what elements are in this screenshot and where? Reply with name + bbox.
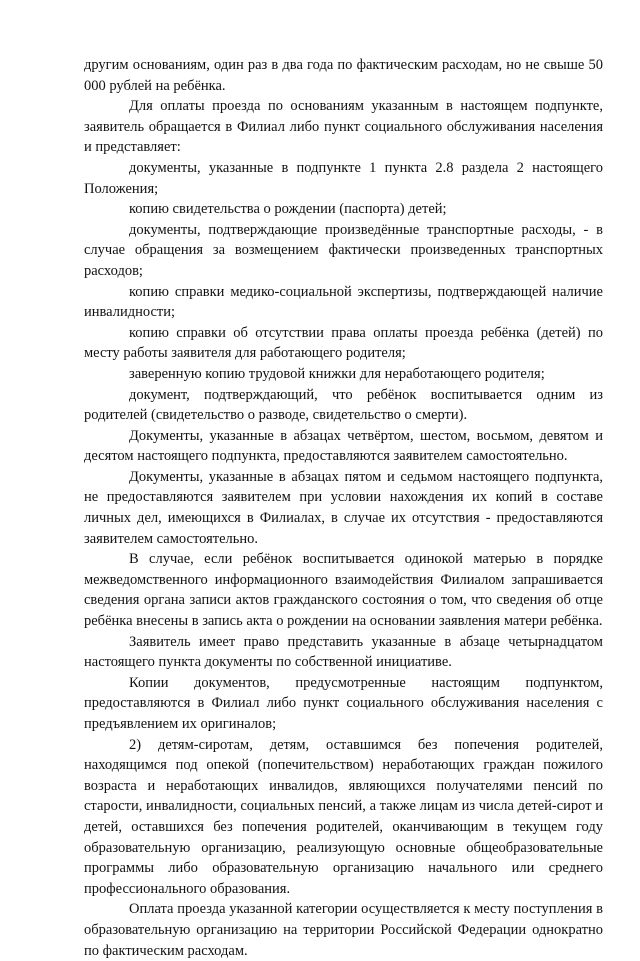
paragraph: Оплата проезда указанной категории осуществляется к месту поступления в образовательную организацию на территории Российской Федерации однократно по фактическим расходам. — [84, 901, 603, 959]
paragraph: заверенную копию трудовой книжки для неработающего родителя; — [129, 365, 545, 382]
paragraph: 2) детям-сиротам, детям, оставшимся без попечения родителей, находящимся под опекой (попечительством) неработающих граждан пожилого возраста и неработающих инвалидов, являющихся получателями пенсий по старости, инвалидности, социальных пенсий, а также лицам из числа детей-сирот и детей, оставшихся без попечения родителей, оканчивающим в текущем году образовательную организацию, реализующую основные общеобразовательные программы либо образовательную организацию начального или среднего профессионального образования. — [84, 736, 603, 897]
paragraph: Копии документов, предусмотренные настоящим подпунктом, предоставляются в Филиал либо пункт социального обслуживания населения с предъявлением их оригиналов; — [84, 674, 603, 732]
paragraph: Заявитель имеет право представить указанные в абзаце четырнадцатом настоящего пункта документы по собственной инициативе. — [84, 633, 603, 671]
paragraph: документ, подтверждающий, что ребёнок воспитывается одним из родителей (свидетельство о разводе, свидетельство о смерти). — [84, 386, 603, 424]
paragraph: В случае, если ребёнок воспитывается одинокой матерью в порядке межведомственного информационного взаимодействия Филиалом запрашивается сведения органа записи актов гражданского состояния о том, что сведения об отце ребёнка внесены в запись акта о рождении на основании заявления матери ребёнка. — [84, 551, 603, 630]
paragraph: копию справки об отсутствии права оплаты проезда ребёнка (детей) по месту работы заявителя для работающего родителя; — [84, 324, 603, 362]
paragraph: документы, указанные в подпункте 1 пункта 2.8 раздела 2 настоящего Положения; — [84, 159, 603, 197]
paragraph: Для оплаты проезда по основаниям указанным в настоящем подпункте, заявитель обращается в Филиал либо пункт социального обслуживания населения и представляет: — [84, 98, 603, 156]
document-page — [84, 55, 603, 961]
paragraph: Документы, указанные в абзацах пятом и седьмом настоящего подпункта, не предоставляются заявителем при условии нахождения их копий в составе личных дел, имеющихся в Филиалах, в случае их отсутствия - предоставляются заявителем самостоятельно. — [84, 468, 603, 547]
paragraph: документы, подтверждающие произведённые транспортные расходы, - в случае обращения за возмещением фактически произведенных транспортных расходов; — [84, 221, 603, 279]
paragraph: другим основаниям, один раз в два года по фактическим расходам, но не свыше 50 000 рублей на ребёнка. — [84, 57, 603, 94]
paragraph: копию свидетельства о рождении (паспорта) детей; — [129, 201, 447, 218]
paragraph: Документы, указанные в абзацах четвёртом, шестом, восьмом, девятом и десятом настоящего подпункта, предоставляются заявителем самостоятельно. — [84, 427, 603, 465]
paragraph: копию справки медико-социальной экспертизы, подтверждающей наличие инвалидности; — [84, 283, 603, 321]
